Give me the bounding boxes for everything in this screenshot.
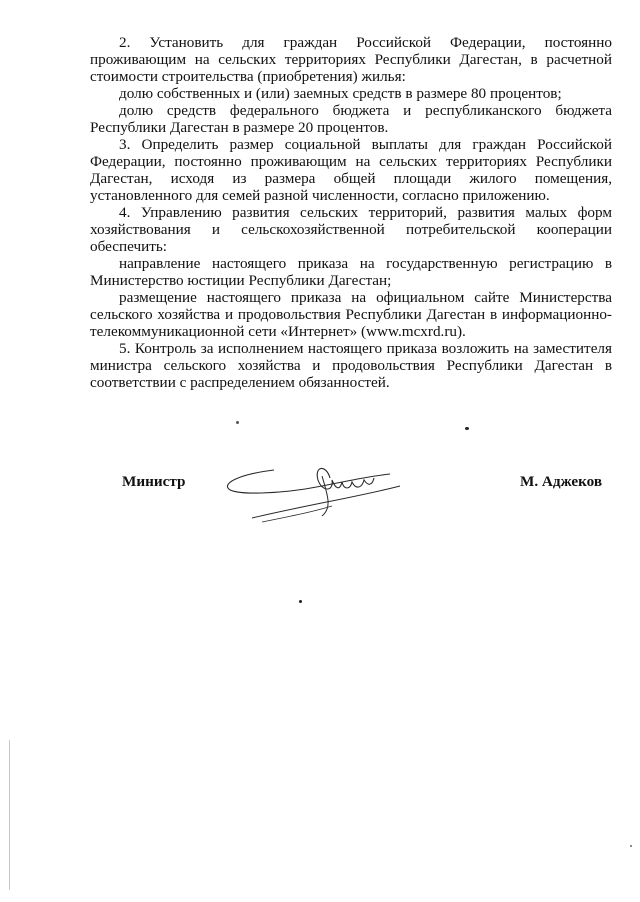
signatory-name: М. Аджеков: [520, 473, 603, 490]
signature-block: [0, 470, 640, 540]
scan-edge-line: [9, 740, 10, 890]
paragraph-4-item-publication: размещение настоящего приказа на официальном сайте Министерства сельского хозяйства и продовольствия Республики Дагестан в информационно-телекоммуникационной сети «Интернет» (www.mcxrd.ru).: [90, 289, 612, 340]
paragraph-4: 4. Управлению развития сельских территорий, развития малых форм хозяйствования и сельскохозяйственной потребительской кооперации обеспечить:: [90, 204, 612, 255]
paragraph-2-item-own-funds: долю собственных и (или) заемных средств в размере 80 процентов;: [119, 85, 562, 102]
document-body: [90, 34, 612, 391]
scan-speck: [465, 427, 469, 430]
paragraph-2: 2. Установить для граждан Российской Федерации, постоянно проживающим на сельских территориях Республики Дагестан, в расчетной стоимости строительства (приобретения) жилья:: [90, 34, 612, 85]
scan-speck: [299, 600, 302, 603]
paragraph-5: 5. Контроль за исполнением настоящего приказа возложить на заместителя министра сельского хозяйства и продовольствия Республики Дагестан в соответствии с распределением обязанностей.: [90, 340, 612, 391]
paragraph-3: 3. Определить размер социальной выплаты для граждан Российской Федерации, постоянно проживающим на сельских территориях Республики Дагестан, исходя из размера общей площади жилого помещения, установленного для семей разной численности, согласно приложению.: [90, 136, 612, 204]
scan-speck: [236, 421, 239, 424]
handwritten-signature: [222, 456, 402, 526]
paragraph-4-item-registration: направление настоящего приказа на государственную регистрацию в Министерство юстиции Республики Дагестан;: [90, 255, 612, 289]
signatory-title: Министр: [122, 473, 186, 490]
scan-speck: [630, 845, 632, 847]
paragraph-2-item-budget-funds: долю средств федерального бюджета и республиканского бюджета Республики Дагестан в размере 20 процентов.: [90, 102, 612, 136]
